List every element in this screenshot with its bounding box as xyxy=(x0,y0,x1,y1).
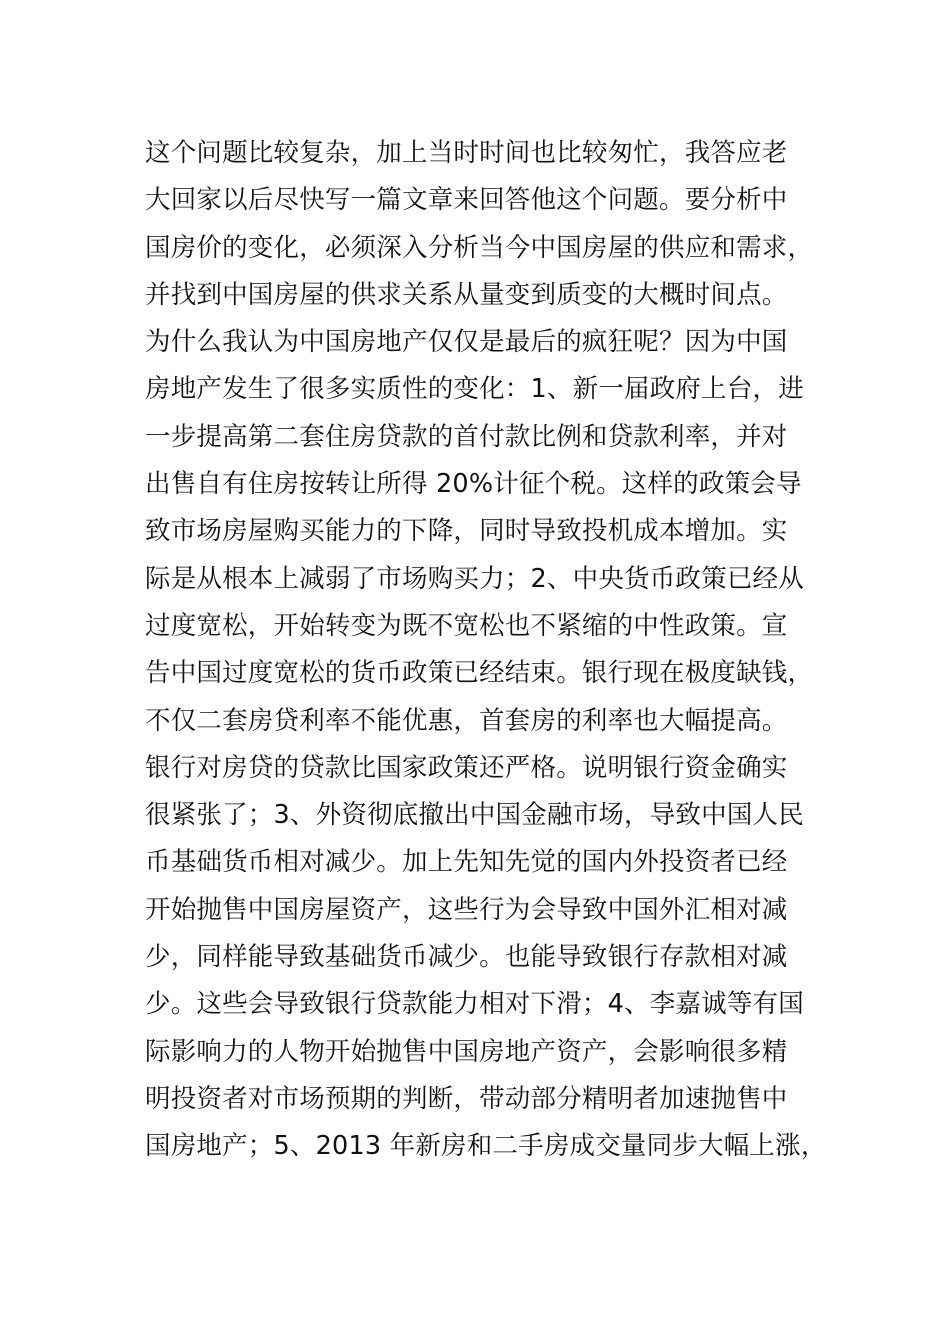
text-line: 致市场房屋购买能力的下降，同时导致投机成本增加。实 xyxy=(145,516,788,547)
text-line: 银行对房贷的贷款比国家政策还严格。说明银行资金确实 xyxy=(145,752,788,783)
text-line: 一步提高第二套住房贷款的首付款比例和贷款利率，并对 xyxy=(145,421,788,452)
text-line: 房地产发生了很多实质性的变化：1、新一届政府上台，进 xyxy=(145,374,804,405)
text-line: 过度宽松，开始转变为既不宽松也不紧缩的中性政策。宣 xyxy=(145,610,788,641)
text-line: 为什么我认为中国房地产仅仅是最后的疯狂呢？因为中国 xyxy=(145,327,788,358)
text-line: 币基础货币相对减少。加上先知先觉的国内外投资者已经 xyxy=(145,847,788,878)
text-line: 大回家以后尽快写一篇文章来回答他这个问题。要分析中 xyxy=(145,185,788,216)
text-line: 这个问题比较复杂，加上当时时间也比较匆忙，我答应老 xyxy=(145,138,788,168)
text-line: 际是从根本上减弱了市场购买力；2、中央货币政策已经从 xyxy=(145,563,804,594)
text-line: 际影响力的人物开始抛售中国房地产资产，会影响很多精 xyxy=(145,1036,788,1067)
text-line: 出售自有住房按转让所得 20%计征个税。这样的政策会导 xyxy=(145,469,802,500)
text-line: 少。这些会导致银行贷款能力相对下滑；4、李嘉诚等有国 xyxy=(145,989,804,1020)
text-line: 开始抛售中国房屋资产，这些行为会导致中国外汇相对减 xyxy=(145,894,788,925)
text-line: 告中国过度宽松的货币政策已经结束。银行现在极度缺钱， xyxy=(145,658,814,689)
text-line: 明投资者对市场预期的判断，带动部分精明者加速抛售中 xyxy=(145,1083,788,1114)
text-line: 不仅二套房贷利率不能优惠，首套房的利率也大幅提高。 xyxy=(145,705,788,736)
text-line: 很紧张了；3、外资彻底撤出中国金融市场，导致中国人民 xyxy=(145,800,804,831)
text-line: 国房价的变化，必须深入分析当今中国房屋的供应和需求， xyxy=(145,232,814,263)
body-text xyxy=(145,130,825,1171)
text-line: 少，同样能导致基础货币减少。也能导致银行存款相对减 xyxy=(145,942,788,973)
text-line: 并找到中国房屋的供求关系从量变到质变的大概时间点。 xyxy=(145,279,788,310)
text-line: 国房地产；5、2013 年新房和二手房成交量同步大幅上涨， xyxy=(145,1131,827,1162)
